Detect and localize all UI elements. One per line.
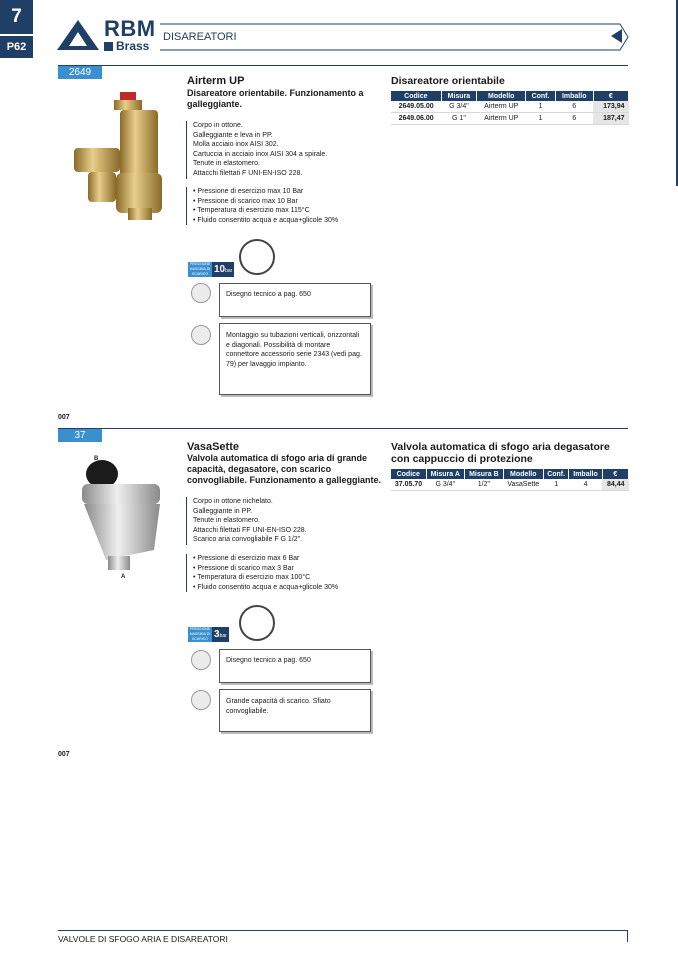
page-arrow-icon[interactable] — [611, 29, 622, 43]
table-header-row: Codice Misura A Misura B Modello Conf. Imballo € — [391, 469, 629, 479]
footer-divider — [58, 930, 628, 931]
install-note-box: Montaggio su tubazioni verticali, orizzontali e diagonali. Possibilità di montare connettore accessorio serie 2343 (vedi pag. 79) per lavaggio impianto. — [219, 323, 371, 395]
section-divider — [58, 65, 628, 66]
page-number: P62 — [0, 36, 33, 58]
section-code: 007 — [58, 751, 70, 758]
product-code-tab: 2649 — [58, 66, 102, 79]
table-row: 2649.06.00 G 1" Airterm UP 1 6 187,47 — [391, 113, 629, 125]
rbm-logo-icon — [57, 20, 99, 50]
product-subtitle: Disareatore orientabile. Funzionamento a galleggiante. — [187, 88, 364, 109]
table-header-row: Codice Misura Modello Conf. Imballo € — [391, 91, 629, 101]
product-description: Corpo in ottone. Galleggiante e leva in PP. Molla acciaio inox AISI 302. Cartuccia in acciaio inox AISI 304 a spirale. Tenute in elastomero. Attacchi filettati F UNI-EN-ISO 228. — [186, 121, 383, 179]
chapter-number: 7 — [0, 0, 33, 34]
info-hand-icon — [191, 325, 211, 345]
table-title: Valvola automatica di sfogo aria degasatore con cappuccio di protezione — [391, 441, 610, 465]
drawing-hand-icon — [191, 650, 211, 670]
product-description: Corpo in ottone nichelato. Galleggiante in PP. Tenute in elastomero. Attacchi filettati FF UNI-EN-ISO 228. Scarico aria convogliabile F G 1/2". — [186, 497, 383, 545]
logo-subtext: Brass — [104, 39, 149, 53]
footer-tick — [627, 930, 628, 942]
installation-symbol-icon — [239, 239, 275, 275]
drawing-hand-icon — [191, 283, 211, 303]
product-specs: • Pressione di esercizio max 10 Bar • Pressione di scarico max 10 Bar • Temperatura di esercizio max 115°C • Fluido consentito acqua e acqua+glicole 30% — [186, 187, 383, 225]
airterm-up-product-image — [68, 88, 173, 228]
pressure-badge: PRESSIONE MASSIMA DI SCARICO 10bar — [189, 262, 233, 276]
section-code: 007 — [58, 414, 70, 421]
drawing-note-box: Disegno tecnico a pag. 650 — [219, 649, 371, 683]
installation-symbol-icon — [239, 605, 275, 641]
drawing-note-box: Disegno tecnico a pag. 650 — [219, 283, 371, 317]
product-code-tab: 37 — [58, 429, 102, 442]
product-subtitle: Valvola automatica di sfogo aria di grande capacità, degasatore, con scarico convogliabile. Funzionamento a galleggiante. — [187, 453, 382, 485]
price-table — [391, 91, 629, 125]
table-row: 2649.05.00 G 3/4" Airterm UP 1 6 173,94 — [391, 101, 629, 113]
label-b: B — [94, 456, 99, 462]
price-table — [391, 469, 629, 491]
info-hand-icon — [191, 690, 211, 710]
footer-title: VALVOLE DI SFOGO ARIA E DISAREATORI — [58, 934, 228, 944]
section-divider — [58, 428, 628, 429]
install-note-box: Grande capacità di scarico. Sfiato convogliabile. — [219, 689, 371, 732]
vasasette-product-image — [72, 452, 172, 580]
label-a: A — [121, 574, 126, 580]
table-title: Disareatore orientabile — [391, 75, 505, 87]
product-name: Airterm UP — [187, 75, 245, 87]
table-row: 37.05.70 G 3/4" 1/2" VasaSette 1 4 84,44 — [391, 479, 629, 491]
pressure-badge: PRESSIONE MASSIMA DI SCARICO 3bar — [189, 627, 227, 641]
section-title: DISAREATORI — [163, 31, 237, 43]
logo-text: RBM — [104, 16, 156, 41]
product-specs: • Pressione di esercizio max 6 Bar • Pressione di scarico max 3 Bar • Temperatura di esercizio max 100°C • Fluido consentito acqua e acqua+glicole 30% — [186, 554, 383, 592]
product-name: VasaSette — [187, 441, 239, 453]
